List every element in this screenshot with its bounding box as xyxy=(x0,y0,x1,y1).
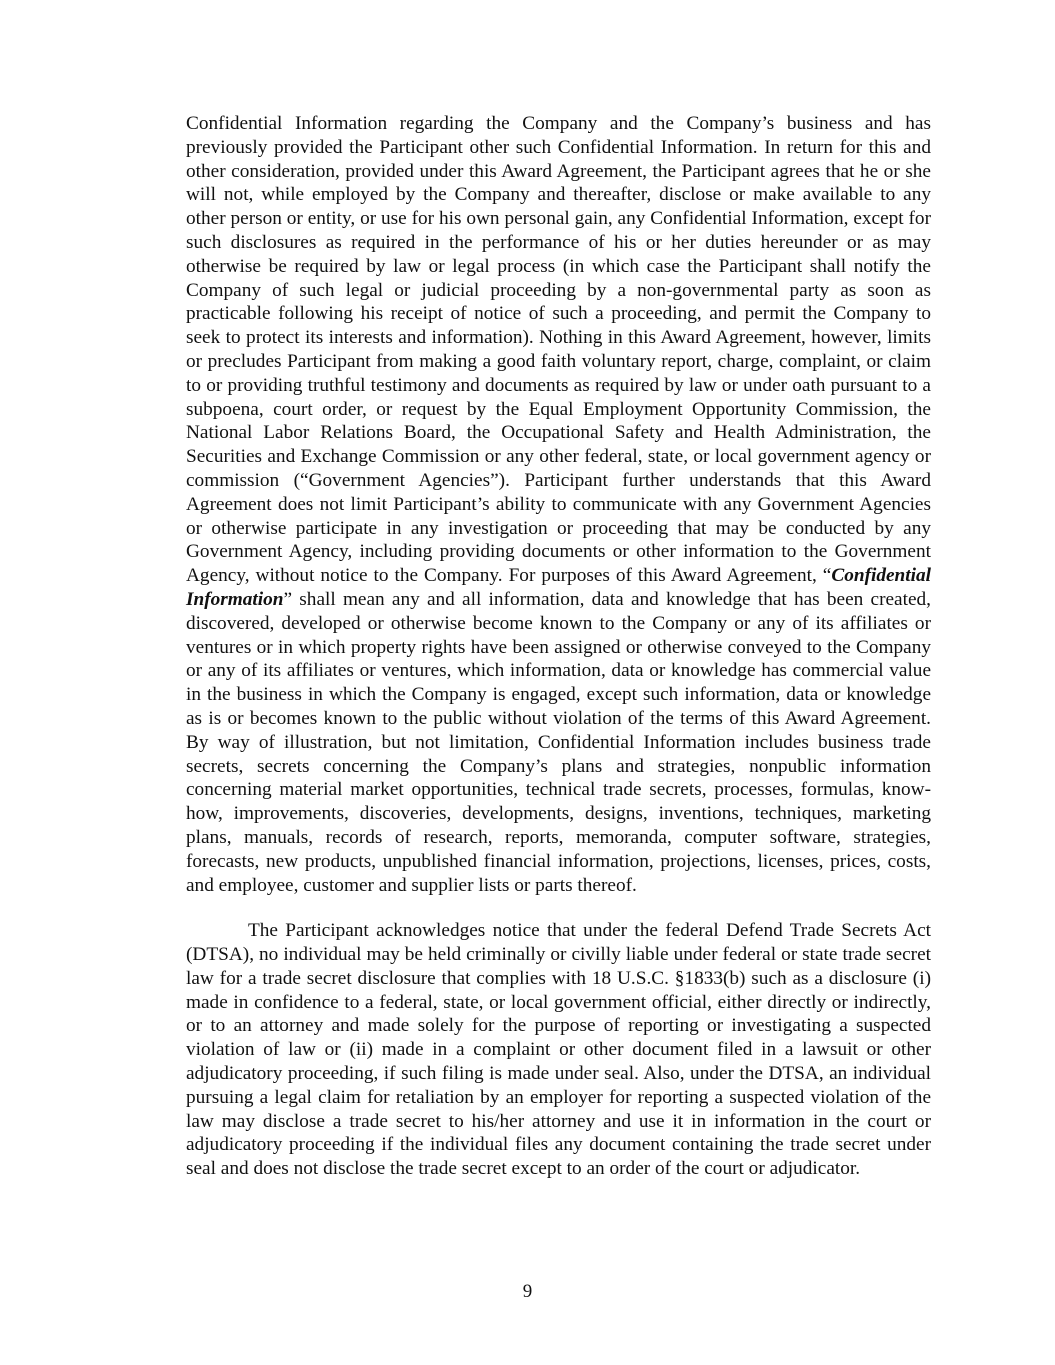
page-number: 9 xyxy=(522,1281,533,1302)
confidential-information-paragraph xyxy=(186,112,931,897)
document-body xyxy=(186,112,931,1181)
paragraph-text-part-2: ” shall mean any and all information, data and knowledge that has been created, discovered, developed or otherwise become known to the Company or any of its affiliates or ventures or in which property rights have been assigned or otherwise conveyed to the Company or any of its affiliates or ventures, which information, data or knowledge has commercial value in the business in which the Company is engaged, except such information, data or knowledge as is or becomes known to the public without violation of the terms of this Award Agreement. By way of illustration, but not limitation, Confidential Information includes business trade secrets, secrets concerning the Company’s plans and strategies, nonpublic information concerning material market opportunities, technical trade secrets, processes, formulas, know-how, improvements, discoveries, developments, designs, inventions, techniques, marketing plans, manuals, records of research, reports, memoranda, computer software, strategies, forecasts, new products, unpublished financial information, projections, licenses, prices, costs, and employee, customer and supplier lists or parts thereof. xyxy=(186,588,931,896)
dtsa-notice-paragraph: The Participant acknowledges notice that under the federal Defend Trade Secrets Act (DTSA), no individual may be held criminally or civilly liable under federal or state trade secret law for a trade secret disclosure that complies with 18 U.S.C. §1833(b) such as a disclosure (i) made in confidence to a federal, state, or local government official, either directly or indirectly, or to an attorney and made solely for the purpose of reporting or investigating a suspected violation of law or (ii) made in a complaint or other document filed in a lawsuit or other adjudicatory proceeding, if such filing is made under seal. Also, under the DTSA, an individual pursuing a legal claim for retaliation by an employer for reporting a suspected violation of the law may disclose a trade secret to his/her attorney and use it in information in the court or adjudicatory proceeding if the individual files any document containing the trade secret under seal and does not disclose the trade secret except to an order of the court or adjudicator. xyxy=(186,920,931,1180)
defined-term-confidential-information: Confidential Information xyxy=(186,565,931,610)
paragraph-text-part-1: Confidential Information regarding the Company and the Company’s business and has previously provided the Participant other such Confidential Information. In return for this and other consideration, provided under this Award Agreement, the Participant agrees that he or she will not, while employed by the Company and thereafter, disclose or make available to any other person or entity, or use for his own personal gain, any Confidential Information, except for such disclosures as required in the performance of his or her duties hereunder or as may otherwise be required by law or legal process (in which case the Participant shall notify the Company of such legal or judicial proceeding by a non-governmental party as soon as practicable following his receipt of notice of such a proceeding, and permit the Company to seek to protect its interests and information). Nothing in this Award Agreement, however, limits or precludes Participant from making a good faith voluntary report, charge, complaint, or claim to or providing truthful testimony and documents as required by law or under oath pursuant to a subpoena, court order, or request by the Equal Employment Opportunity Commission, the National Labor Relations Board, the Occupational Safety and Health Administration, the Securities and Exchange Commission or any other federal, state, or local government agency or commission (“Government Agencies”). Participant further understands that this Award Agreement does not limit Participant’s ability to communicate with any Government Agencies or otherwise participate in any investigation or proceeding that may be conducted by any Government Agency, including providing documents or other information to the Government Agency, without notice to the Company. For purposes of this Award Agreement, “ xyxy=(186,113,931,587)
